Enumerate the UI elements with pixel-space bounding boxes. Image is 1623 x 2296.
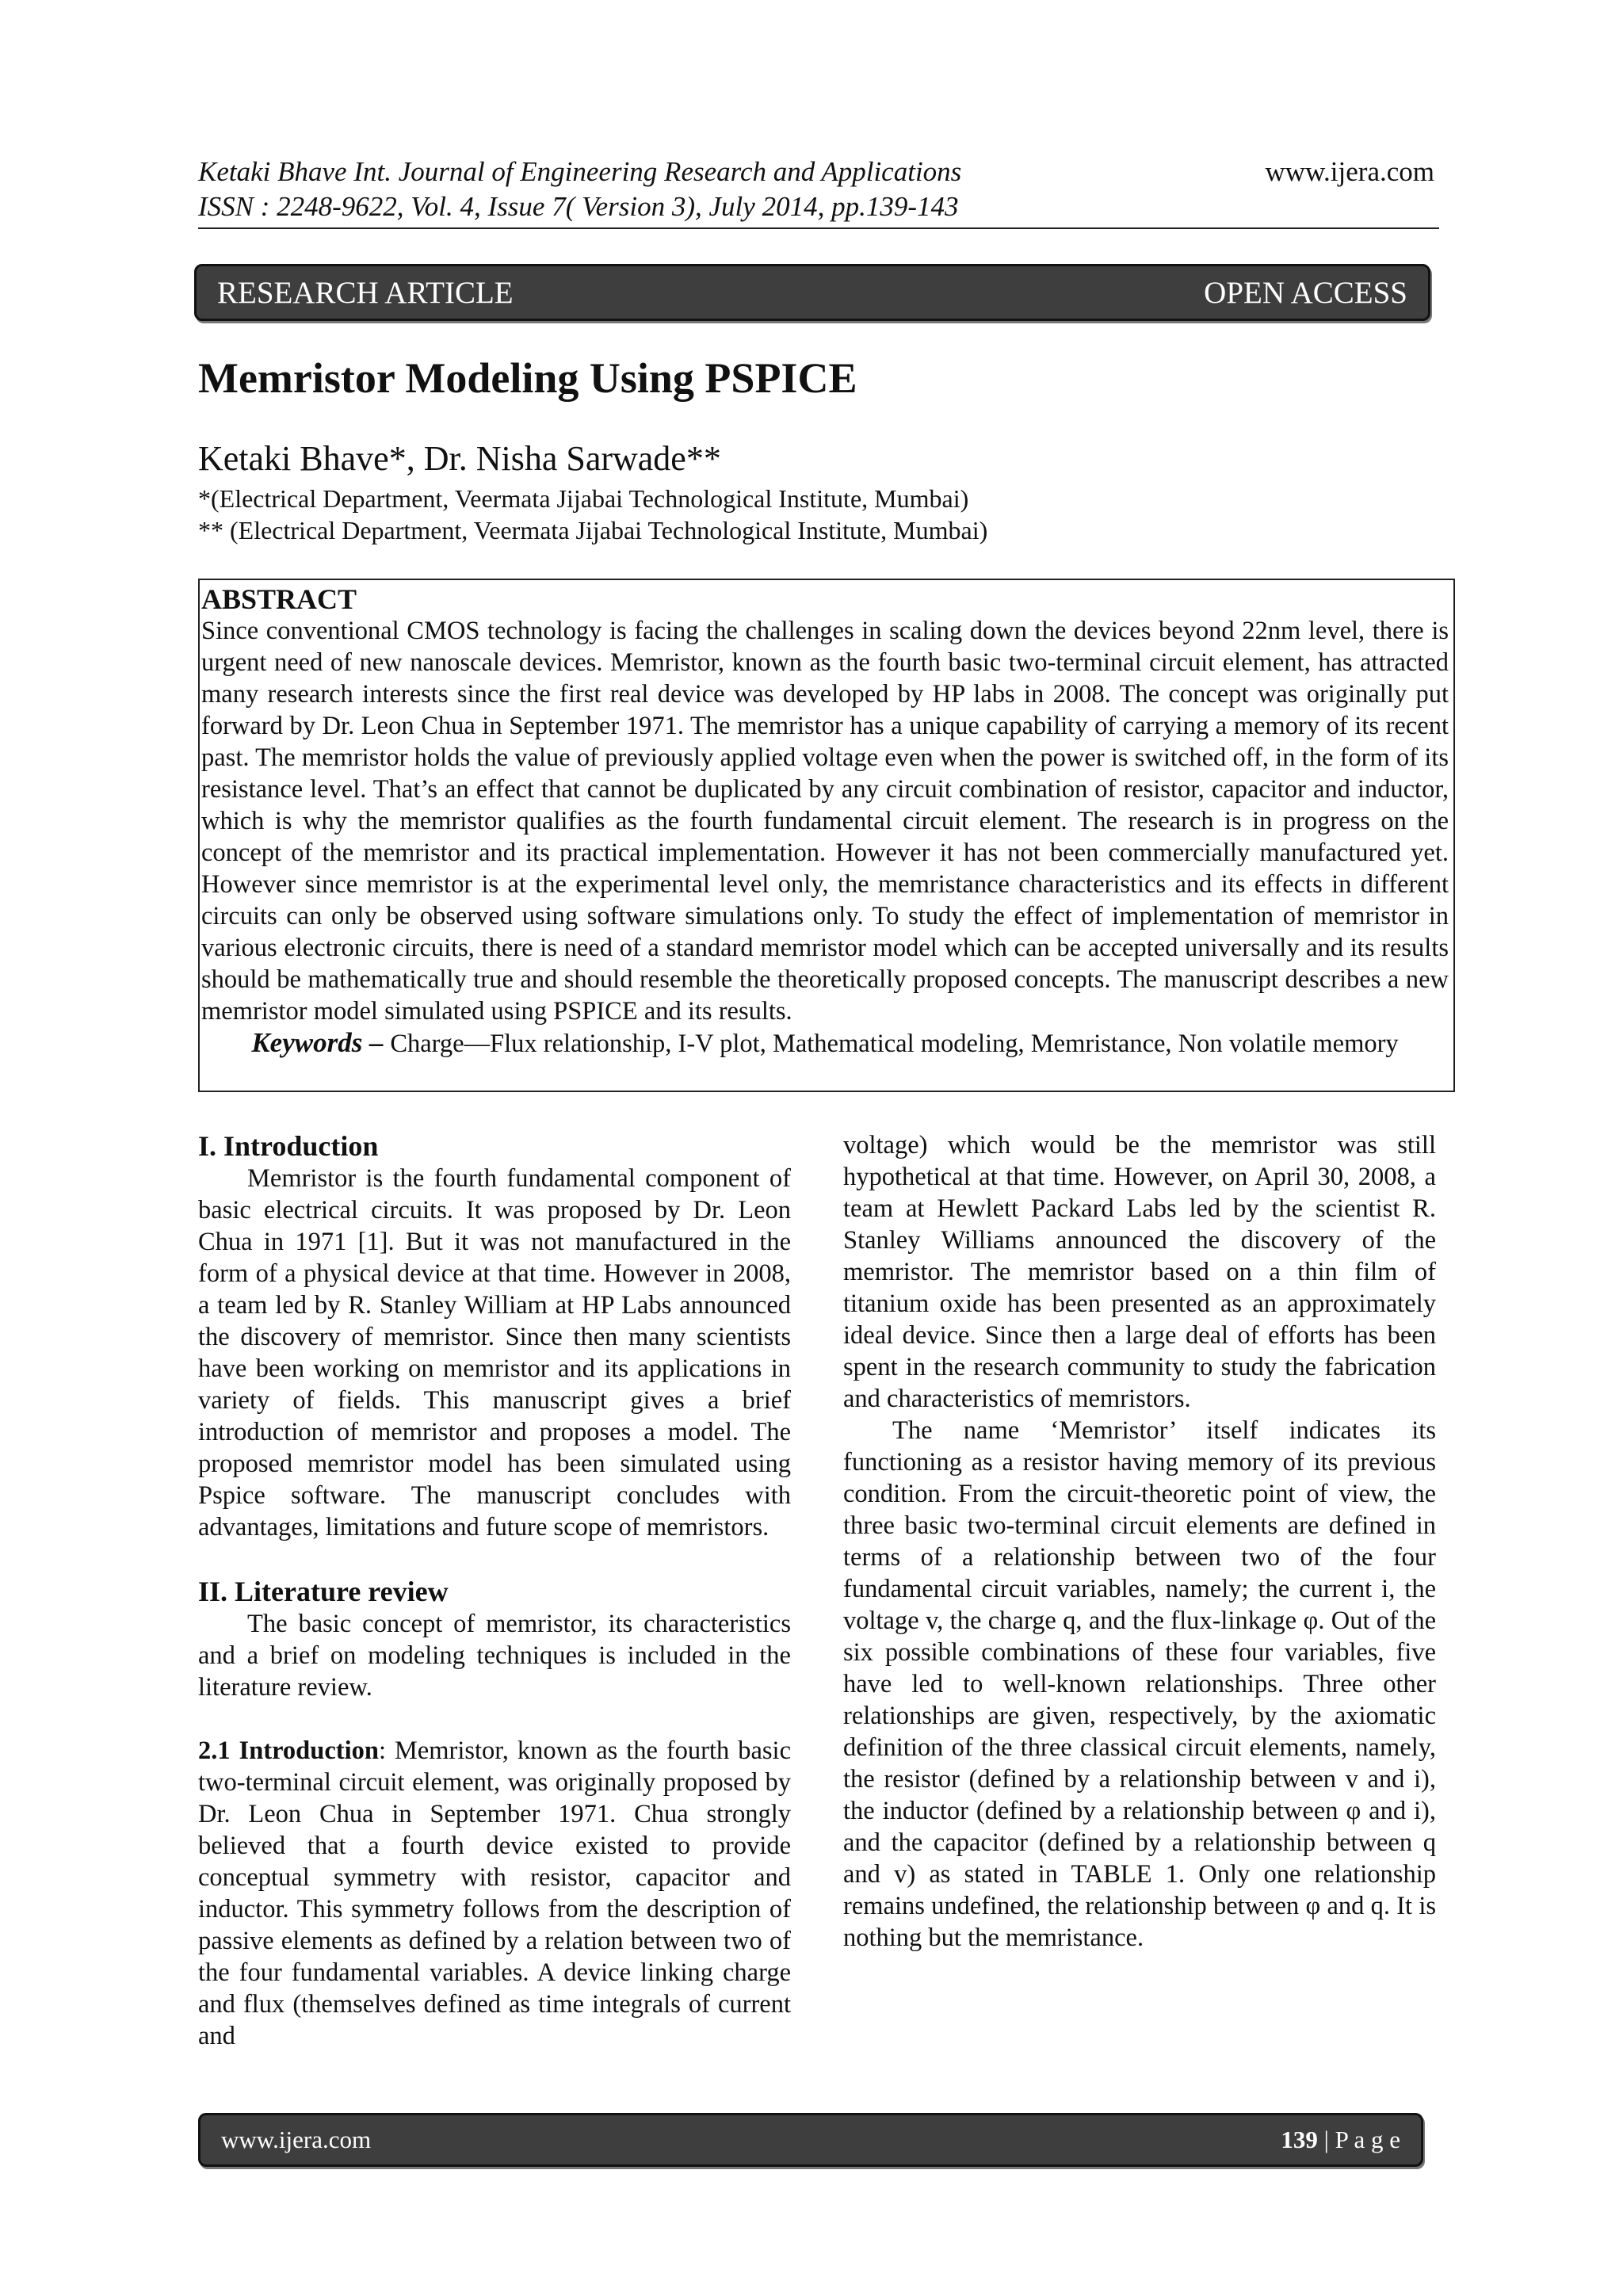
page-footer xyxy=(198,2113,1423,2167)
keywords-list: Charge—Flux relationship, I-V plot, Mathematical modeling, Memristance, Non volatile memory xyxy=(390,1030,1399,1058)
right-column xyxy=(843,1129,1436,1954)
abstract-box xyxy=(198,579,1455,1092)
subsection-2-1 xyxy=(198,1735,791,2052)
abstract-heading: ABSTRACT xyxy=(201,583,357,615)
abstract-text: Since conventional CMOS technology is facing the challenges in scaling down the devices beyond 22nm level, there is urgent need of new nanoscale devices. Memristor, known as the fourth basic two-terminal circuit element, has attracted many research interests since the first real device was developed by HP labs in 2008. The concept was originally put forward by Dr. Leon Chua in September 1971. The memristor has a unique capability of carrying a memory of its recent past. The memristor holds the value of previously applied voltage even when the power is switched off, in the form of its resistance level. That’s an effect that cannot be duplicated by any circuit combination of resistor, capacitor and inductor, which is why the memristor qualifies as the fourth fundamental circuit element. The research is in progress on the concept of the memristor and its practical implementation. However it has not been commercially manufactured yet. However since memristor is at the experimental level only, the memristance characteristics and its effects in different circuits can only be observed using software simulations only. To study the effect of implementation of memristor in various electronic circuits, there is need of a standard memristor model which can be accepted universally and its results should be mathematically true and should resemble the theoretically proposed concepts. The manuscript describes a new memristor model simulated using PSPICE and its results. xyxy=(201,617,1449,1026)
journal-line: Ketaki Bhave Int. Journal of Engineering Research and Applications xyxy=(198,156,962,187)
footer-website-link[interactable]: www.ijera.com xyxy=(221,2126,372,2153)
subsection-2-1-text: : Memristor, known as the fourth basic two-terminal circuit element, was originally proposed by Dr. Leon Chua in September 1971. Chua strongly believed that a fourth device existed to provide conceptual symmetry with resistor, capacitor and inductor. This symmetry follows from the description of passive elements as defined by a relation between two of the four fundamental variables. A device linking charge and flux (themselves defined as time integrals of current and xyxy=(198,1736,791,2050)
header-rule xyxy=(198,227,1439,229)
right-paragraph-1: voltage) which would be the memristor was still hypothetical at that time. However, on April 30, 2008, a team at Hewlett Packard Labs led by the scientist R. Stanley Williams announced the discovery of the memristor. The memristor based on a thin film of titanium oxide has been presented as an approximately ideal device. Since then a large deal of efforts has been spent in the research community to study the fabrication and characteristics of memristors. xyxy=(843,1131,1436,1413)
header-website-link[interactable]: www.ijera.com xyxy=(1265,156,1434,187)
affiliation-1: *(Electrical Department, Veermata Jijabai Technological Institute, Mumbai) xyxy=(198,484,969,513)
section-2-text: The basic concept of memristor, its characteristics and a brief on modeling techniques is included in the literature review. xyxy=(198,1610,791,1702)
issn-line: ISSN : 2248-9622, Vol. 4, Issue 7( Version 3), July 2014, pp.139-143 xyxy=(198,191,959,222)
section-1-heading: I. Introduction xyxy=(198,1130,379,1162)
page-label: | P a g e xyxy=(1317,2126,1400,2153)
paper-title: Memristor Modeling Using PSPICE xyxy=(198,354,857,402)
keywords-line xyxy=(200,1027,1450,1060)
page-number xyxy=(1281,2126,1400,2154)
section-2-heading: II. Literature review xyxy=(198,1576,449,1607)
keywords-label: Keywords – xyxy=(251,1027,391,1058)
article-type-banner xyxy=(194,264,1430,321)
affiliation-2: ** (Electrical Department, Veermata Jijabai Technological Institute, Mumbai) xyxy=(198,516,988,544)
left-column xyxy=(198,1129,791,2052)
right-paragraph-2: The name ‘Memristor’ itself indicates its functioning as a resistor having memory of its previous condition. From the circuit-theoretic point of view, the three basic two-terminal circuit elements are defined in terms of a relationship between two of the four fundamental circuit variables, namely; the current i, the voltage v, the charge q, and the flux-linkage φ. Out of the six possible combinations of these four variables, five have led to well-known relationships. Three other relationships are given, respectively, by the axiomatic definition of the three classical circuit elements, namely, the resistor (defined by a relationship between v and i), the inductor (defined by a relationship between φ and i), and the capacitor (defined by a relationship between q and v) as stated in TABLE 1. Only one relationship remains undefined, the relationship between φ and q. It is nothing but the memristance. xyxy=(843,1416,1436,1952)
research-article-label: RESEARCH ARTICLE xyxy=(217,275,514,310)
authors: Ketaki Bhave*, Dr. Nisha Sarwade** xyxy=(198,439,721,478)
page-number-value: 139 xyxy=(1281,2126,1318,2153)
section-1-text: Memristor is the fourth fundamental component of basic electrical circuits. It was proposed by Dr. Leon Chua in 1971 [1]. But it was not manufactured in the form of a physical device at that time. However in 2008, a team led by R. Stanley William at HP Labs announced the discovery of memristor. Since then many scientists have been working on memristor and its applications in variety of fields. This manuscript gives a brief introduction of memristor and proposes a model. The proposed memristor model has been simulated using Pspice software. The manuscript concludes with advantages, limitations and future scope of memristors. xyxy=(198,1164,791,1541)
open-access-label: OPEN ACCESS xyxy=(1204,275,1407,310)
subsection-2-1-label: 2.1 Introduction xyxy=(198,1736,379,1765)
